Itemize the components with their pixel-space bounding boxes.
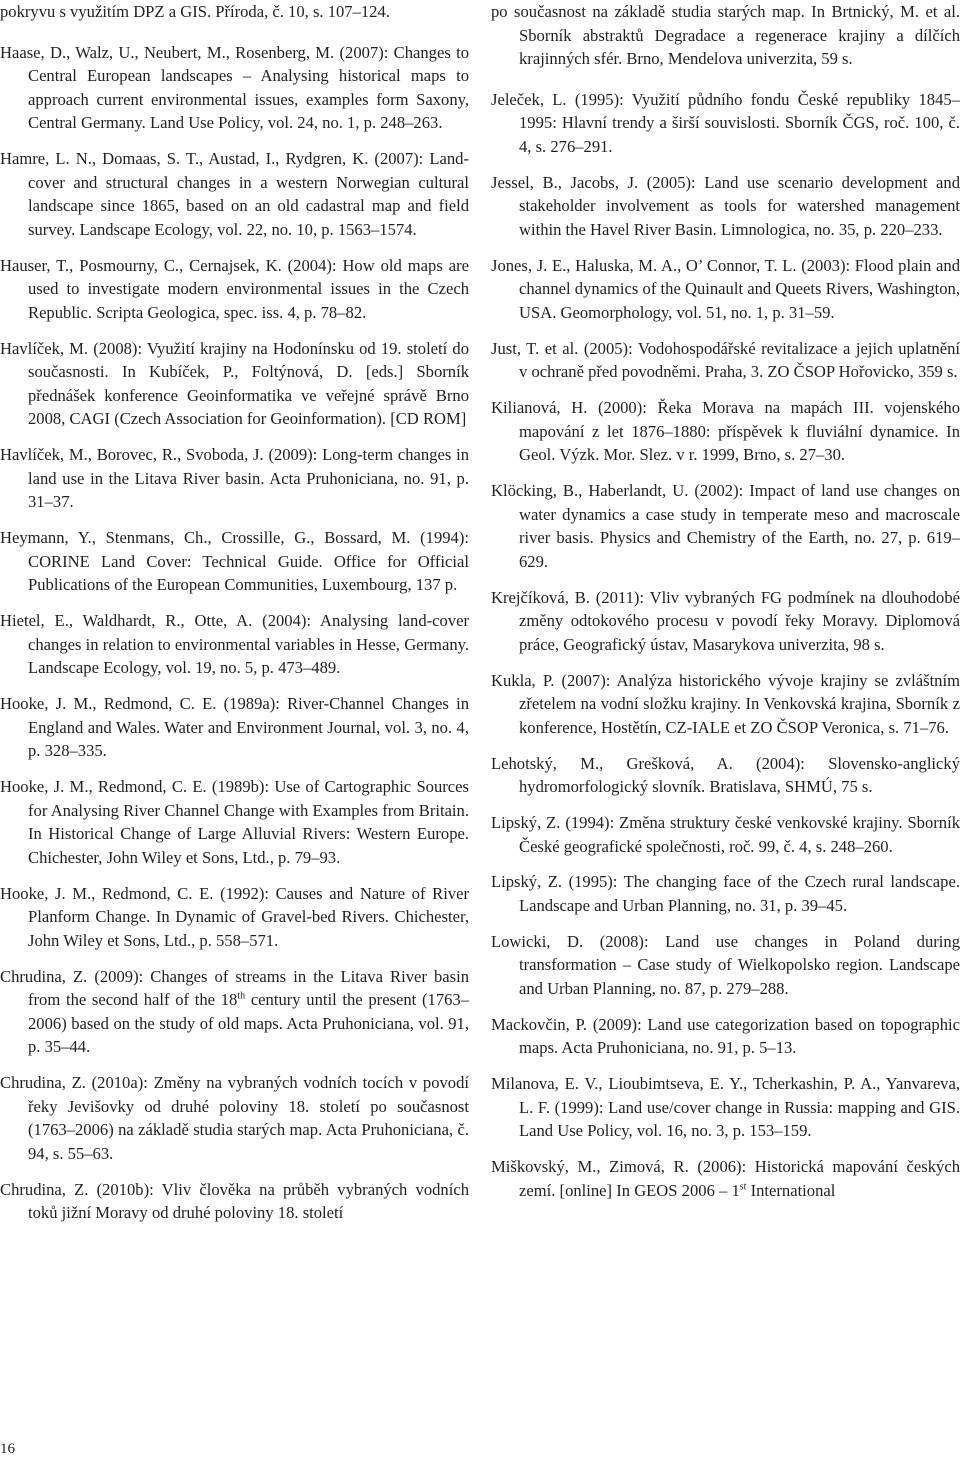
left-column (0, 0, 469, 1225)
reference-text: Miškovský, M., Zimová, R. (2006): Historická mapování českých zemí. [online] In GEOS 2006 – 1 (491, 1156, 960, 1200)
reference-text: Chrudina, Z. (2009): Changes of streams in the Litava River basin from the second half of the 18 (0, 966, 469, 1010)
reference-entry: Kukla, P. (2007): Analýza historického vývoje krajiny se zvláštním zřetelem na vodní složku krajiny. In Venkovská krajina, Sborník z konference, Hostětín, CZ-IALE et ZO ČSOP Veronica, s. 71–76. (491, 670, 960, 737)
superscript: th (237, 990, 246, 1002)
reference-entry: Haase, D., Walz, U., Neubert, M., Rosenberg, M. (2007): Changes to Central European landscapes – Analysing historical maps to approach current environmental issues, examples form Saxony, Central Germany. Land Use Policy, vol. 24, no. 1, p. 248–263. (0, 42, 469, 133)
reference-entry: Heymann, Y., Stenmans, Ch., Crossille, G., Bossard, M. (1994): CORINE Land Cover: Technical Guide. Office for Official Publications of the European Communities, Luxembourg, 137 p. (0, 528, 469, 595)
reference-entry: Just, T. et al. (2005): Vodohospodářské revitalizace a jejich uplatnění v ochraně před povodněmi. Praha, 3. ZO ČSOP Hořovicko, 359 s. (491, 338, 960, 382)
reference-entry: Kilianová, H. (2000): Řeka Morava na mapách III. vojenského mapování z let 1876–1880: příspěvek k fluviální dynamice. In Geol. Výzk. Mor. Slez. v r. 1999, Brno, s. 27–30. (491, 398, 960, 465)
reference-entry: Lehotský, M., Grešková, A. (2004): Slovensko-anglický hydromorfologický slovník. Bratislava, SHMÚ, 75 s. (491, 753, 960, 797)
reference-entry: Chrudina, Z. (2010a): Změny na vybraných vodních tocích v povodí řeky Jevišovky od druhé poloviny 18. století po současnost (1763–2006) na základě studia starých map. Acta Pruhoniciana, č. 94, s. 55–63. (0, 1073, 469, 1163)
reference-text: century until the present (1763–2006) based on the study of old maps. Acta Pruhoniciana, vol. 91, p. 35–44. (28, 990, 470, 1057)
reference-entry (491, 1155, 960, 1202)
right-column (491, 0, 960, 1202)
reference-entry: Lowicki, D. (2008): Land use changes in Poland during transformation – Case study of Wielkopolsko region. Landscape and Urban Planning, no. 87, p. 279–288. (491, 931, 960, 998)
reference-entry: Havlíček, M. (2008): Využití krajiny na Hodonínsku od 19. století do současnosti. In Kubíček, P., Foltýnová, D. [eds.] Sborník přednášek konference Geoinformatika ve veřejné správě Brno 2008, CAGI (Czech Association for Geoinformation). [CD ROM] (0, 338, 469, 429)
superscript: st (739, 1181, 747, 1193)
reference-entry: Milanova, E. V., Lioubimtseva, E. Y., Tcherkashin, P. A., Yanvareva, L. F. (1999): Land use/cover change in Russia: mapping and GIS. Land Use Policy, vol. 16, no. 3, p. 153–159. (491, 1074, 960, 1141)
reference-entry: Klöcking, B., Haberlandt, U. (2002): Impact of land use changes on water dynamics a case study in temperate meso and macroscale river basis. Physics and Chemistry of the Earth, no. 27, p. 619–629. (491, 481, 960, 571)
reference-entry-continued: pokryvu s využitím DPZ a GIS. Příroda, č. 10, s. 107–124. (0, 2, 390, 21)
reference-entry: Hooke, J. M., Redmond, C. E. (1992): Causes and Nature of River Planform Change. In Dynamic of Gravel-bed Rivers. Chichester, John Wiley et Sons, Ltd., p. 558–571. (0, 883, 469, 950)
reference-entry: Krejčíková, B. (2011): Vliv vybraných FG podmínek na dlouhodobé změny odtokového procesu v povodí řeky Moravy. Diplomová práce, Geografický ústav, Masarykova univerzita, 98 s. (491, 587, 960, 654)
page-number: 16 (0, 1441, 15, 1457)
reference-entry: Havlíček, M., Borovec, R., Svoboda, J. (2009): Long-term changes in land use in the Litava River basin. Acta Pruhoniciana, no. 91, p. 31–37. (0, 445, 469, 512)
reference-entry: Jessel, B., Jacobs, J. (2005): Land use scenario development and stakeholder involvement as tools for watershed management within the Havel River Basin. Limnologica, no. 35, p. 220–233. (491, 172, 960, 239)
reference-entry: Jeleček, L. (1995): Využití půdního fondu České republiky 1845–1995: Hlavní trendy a širší souvislosti. Sborník ČGS, roč. 100, č. 4, s. 276–291. (491, 89, 960, 156)
reference-entry: Jones, J. E., Haluska, M. A., O’ Connor, T. L. (2003): Flood plain and channel dynamics of the Quinault and Queets Rivers, Washington, USA. Geomorphology, vol. 51, no. 1, p. 31–59. (491, 255, 960, 322)
reference-entry: Hietel, E., Waldhardt, R., Otte, A. (2004): Analysing land-cover changes in relation to environmental variables in Hesse, Germany. Landscape Ecology, vol. 19, no. 5, p. 473–489. (0, 611, 469, 678)
reference-entry: Lipský, Z. (1994): Změna struktury české venkovské krajiny. Sborník České geografické společnosti, roč. 99, č. 4, s. 248–260. (491, 812, 960, 856)
reference-entry: Chrudina, Z. (2010b): Vliv člověka na průběh vybraných vodních toků jižní Moravy od druhé poloviny 18. století (0, 1179, 469, 1223)
reference-entry: Mackovčin, P. (2009): Land use categorization based on topographic maps. Acta Pruhoniciana, no. 91, p. 5–13. (491, 1014, 960, 1058)
reference-entry: Hauser, T., Posmourny, C., Cernajsek, K. (2004): How old maps are used to investigate modern environmental issues in the Czech Republic. Scripta Geologica, spec. iss. 4, p. 78–82. (0, 255, 469, 322)
reference-entry: Hamre, L. N., Domaas, S. T., Austad, I., Rydgren, K. (2007): Land-cover and structural changes in a western Norwegian cultural landscape since 1865, based on an old cadastral map and field survey. Landscape Ecology, vol. 22, no. 10, p. 1563–1574. (0, 149, 469, 239)
reference-text: International (746, 1180, 836, 1200)
reference-entry-continued: po současnost na základě studia starých map. In Brtnický, M. et al. Sborník abstraktů Degradace a regenerace krajiny a dílčích krajinných sfér. Brno, Mendelova univerzita, 59 s. (491, 2, 960, 69)
reference-entry: Hooke, J. M., Redmond, C. E. (1989a): River-Channel Changes in England and Wales. Water and Environment Journal, vol. 3, no. 4, p. 328–335. (0, 694, 469, 761)
reference-entry (0, 965, 469, 1059)
reference-entry: Hooke, J. M., Redmond, C. E. (1989b): Use of Cartographic Sources for Analysing River Channel Change with Examples from Britain. In Historical Change of Large Alluvial Rivers: Western Europe. Chichester, John Wiley et Sons, Ltd., p. 79–93. (0, 777, 469, 867)
reference-entry: Lipský, Z. (1995): The changing face of the Czech rural landscape. Landscape and Urban Planning, no. 31, p. 39–45. (491, 872, 960, 915)
